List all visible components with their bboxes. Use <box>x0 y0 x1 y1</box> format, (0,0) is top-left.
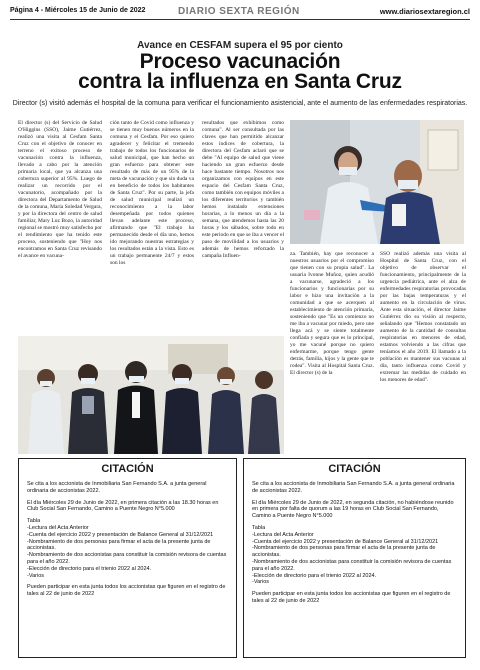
citation-1-title: CITACIÓN <box>101 463 154 475</box>
citation-2-item: -Varios <box>252 579 270 586</box>
citation-2-title: CITACIÓN <box>328 463 381 475</box>
citation-notice-1 <box>18 458 237 658</box>
page-header <box>10 6 470 20</box>
citation-1-closing: Pueden participar en esta junta todos los accionistas que figuren en el registro de tales al 22 de junio de 2022 <box>27 584 226 598</box>
citation-2-item: -Nombramiento de dos accionistas para constituir la comisión revisora de cuentas para el año 2022. <box>252 558 452 572</box>
article-column-2: ción tanto de Covid como influenza y se tienen muy buenos números en la comuna y el Cesfam. Por eso quiero agradecer y felicitar el tremendo trabajo de todos los funcionarios de salud municipal, que han hecho un gran esfuerzo para obtener este resultado de más de un 95% de la meta de vacunación y que sin duda va en beneficio de todos los habitantes de Santa Cruz". Por su parte, la jefa de salud municipal realizó un reconocimiento a la labor desempeñada por todos quienes llevan adelante este proceso, afirmando que "El trabajo ha permanecido desde el día uno, hemos ido mejorando nuestras estrategias y los resultados están a la vista. Esto es un trabajo permanente 24/7 y estos son los <box>110 120 194 266</box>
citation-1-item: -Elección de directorio para el trienio 2022 al 2024. <box>27 565 152 572</box>
citation-2-item: -Lectura del Acta Anterior <box>252 531 314 538</box>
group-photo <box>18 336 284 454</box>
website-link[interactable]: www.diariosextaregion.cl <box>379 7 470 16</box>
group-photo-illustration <box>18 336 284 454</box>
vaccination-photo <box>290 120 464 244</box>
citation-2-closing: Pueden participar en esta junta todos los accionistas que figuren en el registro de tales al 22 de junio de 2022 <box>252 591 451 604</box>
newspaper-name: DIARIO SEXTA REGIÓN <box>178 6 300 17</box>
citation-notice-2 <box>243 458 466 658</box>
citation-2-item: -Cuenta del ejercicio 2022 y presentación de Balance General al 31/12/2021 <box>252 538 439 545</box>
article-subheadline: Director (s) visitó además el hospital de la comuna para verificar el funcionamiento asistencial, ante el aumento de las enfermedades respiratorias. <box>12 100 468 107</box>
citation-2-item: -Elección de directorio para el trienio 2022 al 2024. <box>252 572 377 579</box>
citation-1-item: -Nombramiento de dos accionistas para constituir la comisión revisora de cuentas para el año 2022. <box>27 552 227 565</box>
article-column-5: SSO realizó además una visita al Hospital de Santa Cruz, con el objetivo de observar el funcionamiento, principalmente de la urgencia pediátrica, ante el alza de enfermedades respiratorias provocadas por las bajas temperaturas y el aumento en la circulación de virus. Ante esta situación, el director Jaime Gutiérrez dio su visión al respecto, señalando que "Hemos constatado un aumento de la cantidad de consultas respiratorias en menores de edad, estamos volviendo a las cifras que teníamos el año 2019. El llamado a la población es mantener sus vacunas al día, tanto influenza como Covid y extremar las medidas de cuidado en los menores de edad". <box>380 251 466 383</box>
citation-1-item: -Nombramiento de dos personas para firmar el acta de la presente junta de accionistas. <box>27 538 211 552</box>
citation-1-intro: Se cita a los accionista de Inmobiliaria San Fernando S.A. a junta general ordinaria de accionistas 2022. <box>27 481 207 494</box>
article-headline <box>0 52 480 92</box>
citation-2-item: -Nombramiento de dos personas para firmar el acta de la presente junta de accionistas. <box>252 545 436 559</box>
citation-1-item: -Varios <box>27 572 45 579</box>
headline-line-1: Proceso vacunación <box>139 50 341 73</box>
citation-1-item: -Lectura del Acta Anterior <box>27 524 89 531</box>
article-column-4: za. También, hay que reconocer a nuestros usuarios por el compromiso que tienen con su propia salud". La usuaria Ivonne Muñoz, quien acudió a vacunarse, agradeció a los funcionarios y funcionarias por su labor e hizo una invitación a la comunidad a que se acerquen al establecimiento de atención primaria, sosteniendo que "Es un comienzo no me iba a vacunar por miedo, pero une llega acá y se siente totalmente confiada y segura que es lo principal, yo me vacuné porque no quiero enfermarme, porque tengo gente detrás, familia, hijos y la gente que te rodea". Visita al Hospital Santa Cruz. El director (s) de la <box>290 251 374 376</box>
citation-2-intro: Se cita a los accionista de Inmobiliaria San Fernando S.A. a junta general ordinaria de accionistas 2022. <box>252 481 455 494</box>
citation-1-table-heading: Tabla <box>27 518 41 525</box>
vaccination-photo-illustration <box>290 120 464 244</box>
citation-1-date: El día Miércoles 29 de Junio de 2022, en primera citación a las 18.30 horas en Club Social San Fernando, Camino a Puente Negro N°5.000 <box>27 499 219 513</box>
article-column-1: El director (s) del Servicio de Salud O'Higgins (SSO), Jaime Gutiérrez, realizó una visita al Cesfam Santa Cruz con el objetivo de conocer en terreno el exitoso proceso de vacunación contra la influenza, llevado a cabo por la atención primaria local, que ya alcanza una cobertura superior al 95%. Luego de realizar un recorrido por el vacunatorio, acompañado por la directora del Departamento de Salud de la comuna, María Soledad Vergara, y por la directora del centro de salud familiar, Mary Luz Bozo, la autoridad regional se mostró muy satisfecho por el rendimiento que ha tenido este proceso, sosteniendo que "Hoy nos encontramos en Santa Cruz revisando el avance en vacuna- <box>18 120 102 259</box>
citation-1-item: -Cuenta del ejercicio 2022 y presentación de Balance General al 31/12/2021 <box>27 531 214 538</box>
article-column-3: resultados que exhibimos como comuna". Al ser consultada por las claves que han permitido alcanzar estos índices de cobertura, la directora del Cesfam aclaró que se debe "Al equipo de salud que viene haciendo un gran esfuerzo desde hace bastante tiempo. Nosotros nos organizamos con equipos en este espacio del Cesfam Santa Cruz, como también con equipos móviles a los diferentes territorios y también hemos instalado extensiones horarias, a lo menos un día a la semana, que atendemos hasta las 20 horas y los sábados, sobre todo en este periodo en que se iba a vencer el paso de movilidad a los usuarios y además de hemos reforzado la campaña Influen- <box>202 120 284 259</box>
page-info: Página 4 - Miércoles 15 de Junio de 2022 <box>10 7 146 14</box>
headline-line-2: contra la influenza en Santa Cruz <box>78 70 402 93</box>
citation-2-table-heading: Tabla <box>252 524 266 531</box>
citation-2-date: El día Miércoles 29 de Junio de 2022, en segunda citación, no habiéndose reunido en primera por falta de quorum a las 19 horas en Club Social San Fernando, Camino a Puente Negro N°5.000 <box>252 499 454 520</box>
article-kicker: Avance en CESFAM supera el 95 por ciento <box>137 40 343 51</box>
